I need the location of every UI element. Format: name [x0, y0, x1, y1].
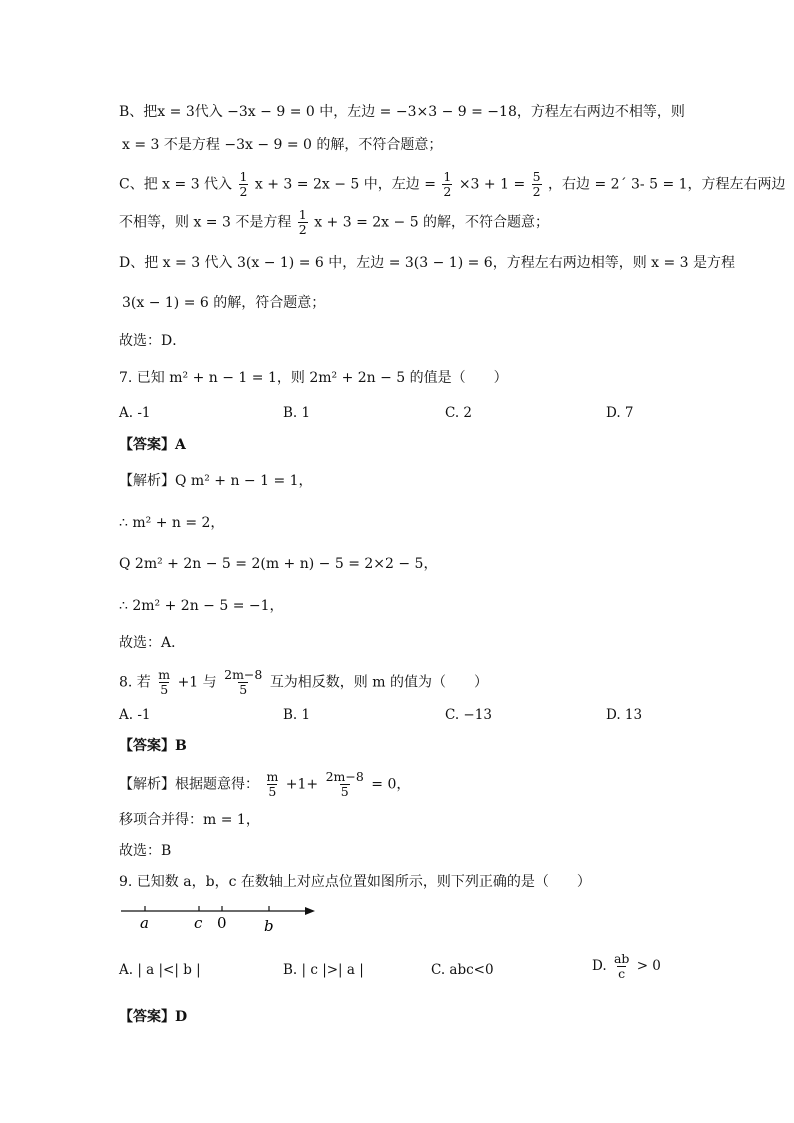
den: 5 [160, 682, 169, 697]
text: = 0， [371, 776, 411, 793]
den: c [618, 966, 626, 981]
label-c: c [194, 914, 203, 932]
fraction-five-half [532, 170, 542, 199]
num: 1 [443, 169, 452, 184]
analysis-7-line4: ∴ 2m² + 2n − 5 = −1， [119, 598, 284, 614]
analysis-8-line2: 移项合并得：m = 1， [119, 812, 260, 828]
num: 2m−8 [224, 667, 263, 682]
den: 2 [298, 222, 307, 237]
text: +1 与 [177, 674, 217, 691]
text: > 0 [636, 958, 661, 974]
num: m [158, 667, 171, 682]
q8-option-a: A. -1 [119, 707, 151, 723]
den: 2 [532, 184, 541, 199]
solution-c-line1 [119, 170, 786, 199]
q9-option-b: B. | c |>| a | [283, 962, 364, 978]
den: 5 [340, 784, 349, 799]
answer-8: 【答案】B [119, 738, 187, 754]
fraction-2m8-2 [325, 770, 365, 799]
text: 不相等，则 x = 3 不是方程 [119, 214, 292, 231]
label-a: a [140, 914, 149, 932]
select-d: 故选：D． [119, 333, 187, 349]
number-line [119, 898, 329, 934]
select-b: 故选：B [119, 843, 172, 859]
analysis-7-line2: ∴ m² + n = 2， [119, 515, 225, 531]
solution-d-line2: 3(x − 1) = 6 的解，符合题意； [122, 295, 326, 311]
q9-option-d [592, 952, 661, 981]
text: D. [592, 958, 607, 974]
fraction-m5 [157, 668, 171, 697]
num: 1 [239, 169, 248, 184]
q8-option-b: B. 1 [283, 707, 311, 723]
fraction-2m8 [223, 668, 263, 697]
text: ，右边 = 2´ 3- 5 = 1，方程左右两边 [548, 176, 786, 193]
solution-b-line2: x = 3 不是方程 −3x − 9 = 0 的解，不符合题意； [122, 137, 443, 153]
num: m [266, 769, 279, 784]
solution-c-line2 [119, 208, 549, 237]
q7-option-a: A. -1 [119, 405, 151, 421]
answer-9: 【答案】D [119, 1009, 188, 1025]
solution-d-line1: D、把 x = 3 代入 3(x − 1) = 6 中，左边 = 3(3 − 1) = 6，方程左右两边相等，则 x = 3 是方程 [119, 255, 736, 271]
q7-option-d: D. 7 [606, 405, 634, 421]
text: C、把 x = 3 代入 [119, 176, 233, 193]
fraction-half [239, 170, 249, 199]
q9-option-c: C. abc<0 [431, 962, 494, 978]
label-b: b [264, 917, 274, 934]
analysis-7-line1: 【解析】Q m² + n − 1 = 1， [119, 473, 313, 489]
fraction-half-3 [298, 208, 308, 237]
question-8 [119, 668, 488, 697]
label-0: 0 [217, 914, 227, 932]
q7-option-c: C. 2 [445, 405, 473, 421]
text: x + 3 = 2x − 5 中，左边 = [254, 176, 436, 193]
text: ×3 + 1 = [458, 176, 526, 193]
text: 【解析】根据题意得： [119, 776, 259, 793]
text: x + 3 = 2x − 5 的解，不符合题意； [314, 214, 550, 231]
text: 8. 若 [119, 674, 151, 691]
q7-option-b: B. 1 [283, 405, 311, 421]
q8-option-d: D. 13 [606, 707, 643, 723]
den: 2 [239, 184, 248, 199]
question-9: 9. 已知数 a，b，c 在数轴上对应点位置如图所示，则下列正确的是（ ） [119, 874, 591, 890]
solution-b-line1: B、把x = 3代入 −3x − 9 = 0 中，左边 = −3×3 − 9 = −18，方程左右两边不相等，则 [119, 104, 685, 120]
num: 1 [298, 207, 307, 222]
q9-option-a: A. | a |<| b | [119, 962, 201, 978]
fraction-m5-2 [265, 770, 279, 799]
question-7: 7. 已知 m² + n − 1 = 1，则 2m² + 2n − 5 的值是（ ） [119, 370, 508, 386]
text: +1+ [285, 776, 319, 793]
answer-7: 【答案】A [119, 437, 186, 453]
num: ab [613, 951, 630, 966]
arrow-head [305, 907, 315, 915]
num: 2m−8 [325, 769, 364, 784]
q8-option-c: C. −13 [445, 707, 492, 723]
den: 5 [239, 682, 248, 697]
den: 2 [443, 184, 452, 199]
fraction-ab-c [613, 952, 630, 981]
text: 互为相反数，则 m 的值为（ ） [269, 674, 488, 691]
fraction-half-2 [442, 170, 452, 199]
analysis-8-line1 [119, 770, 410, 799]
analysis-7-line3: Q 2m² + 2n − 5 = 2(m + n) − 5 = 2×2 − 5， [119, 556, 438, 572]
select-a: 故选：A． [119, 635, 186, 651]
num: 5 [532, 169, 541, 184]
den: 5 [268, 784, 277, 799]
